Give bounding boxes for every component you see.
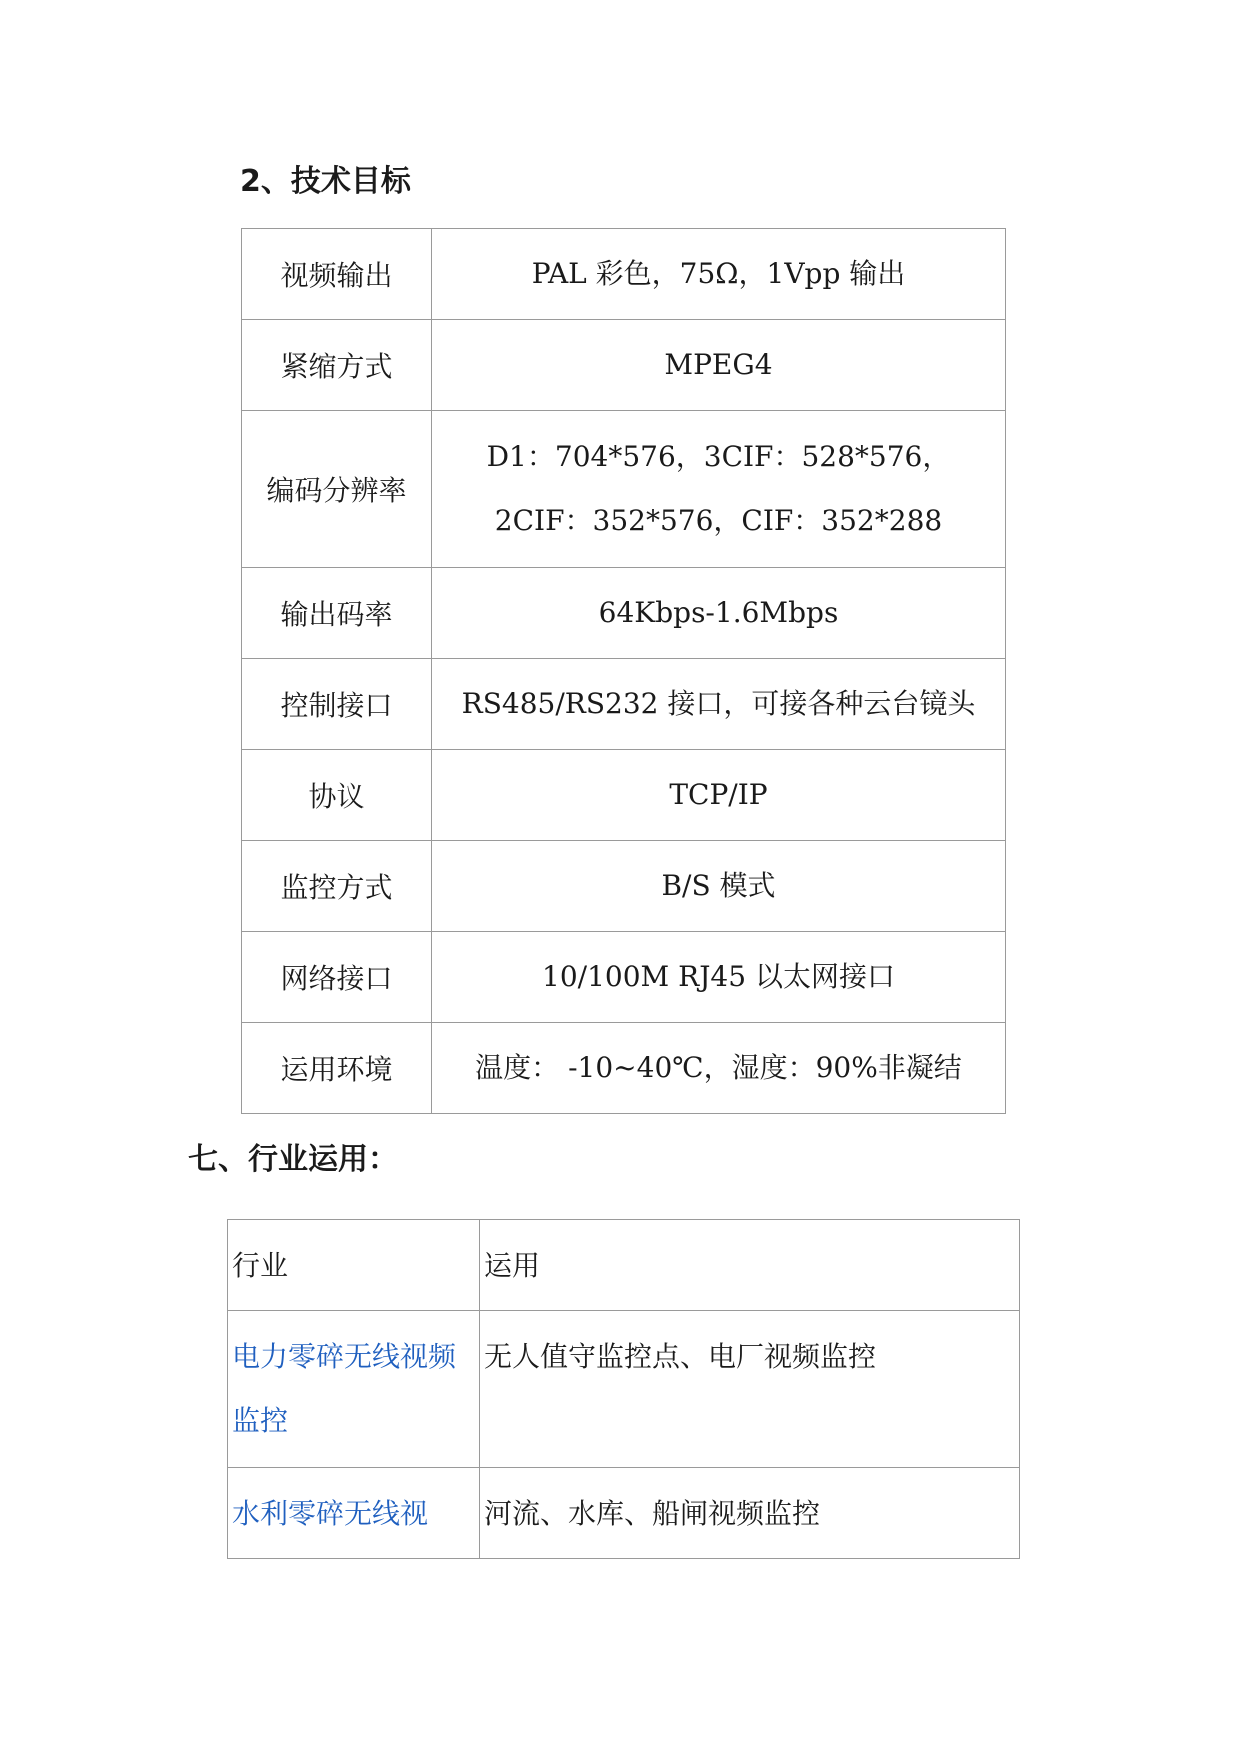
application-cell: 河流、水库、船闸视频监控: [480, 1468, 1020, 1559]
table-row: [242, 659, 1006, 750]
spec-value: D1：704*576，3CIF：528*576，2CIF：352*576，CIF：352*288: [432, 411, 1006, 568]
spec-value: 64Kbps-1.6Mbps: [432, 568, 1006, 659]
spec-value: PAL 彩色，75Ω，1Vpp 输出: [432, 229, 1006, 320]
table-row: [242, 411, 1006, 568]
spec-value: 温度： -10~40℃，湿度：90%非凝结: [432, 1023, 1006, 1114]
column-header-application: 运用: [480, 1220, 1020, 1311]
industry-cell: [228, 1311, 480, 1468]
table-row: [242, 229, 1006, 320]
table-row: [242, 841, 1006, 932]
industry-link[interactable]: 电力零碎无线视频监控: [232, 1340, 457, 1437]
spec-label: 输出码率: [242, 568, 432, 659]
spec-value: TCP/IP: [432, 750, 1006, 841]
spec-table: [241, 228, 1006, 1114]
spec-label: 视频输出: [242, 229, 432, 320]
spec-value: B/S 模式: [432, 841, 1006, 932]
spec-label: 控制接口: [242, 659, 432, 750]
spec-value: MPEG4: [432, 320, 1006, 411]
section-heading-industry-applications: 七、行业运用：: [188, 1142, 398, 1177]
table-header-row: [228, 1220, 1020, 1311]
spec-label: 网络接口: [242, 932, 432, 1023]
industry-table: [227, 1219, 1020, 1559]
spec-label: 协议: [242, 750, 432, 841]
spec-label: 编码分辨率: [242, 411, 432, 568]
application-cell: 无人值守监控点、电厂视频监控: [480, 1311, 1020, 1468]
spec-label: 紧缩方式: [242, 320, 432, 411]
table-row: [242, 320, 1006, 411]
table-row: [242, 568, 1006, 659]
spec-label: 监控方式: [242, 841, 432, 932]
industry-link[interactable]: 水利零碎无线视: [232, 1497, 429, 1530]
section-heading-tech-goals: 2、技术目标: [240, 164, 411, 199]
industry-cell: [228, 1468, 480, 1559]
spec-label: 运用环境: [242, 1023, 432, 1114]
table-row: [242, 750, 1006, 841]
table-row: [242, 1023, 1006, 1114]
table-row: [242, 932, 1006, 1023]
column-header-industry: 行业: [228, 1220, 480, 1311]
spec-value: 10/100M RJ45 以太网接口: [432, 932, 1006, 1023]
table-row: [228, 1311, 1020, 1468]
table-row: [228, 1468, 1020, 1559]
spec-value: RS485/RS232 接口，可接各种云台镜头: [432, 659, 1006, 750]
